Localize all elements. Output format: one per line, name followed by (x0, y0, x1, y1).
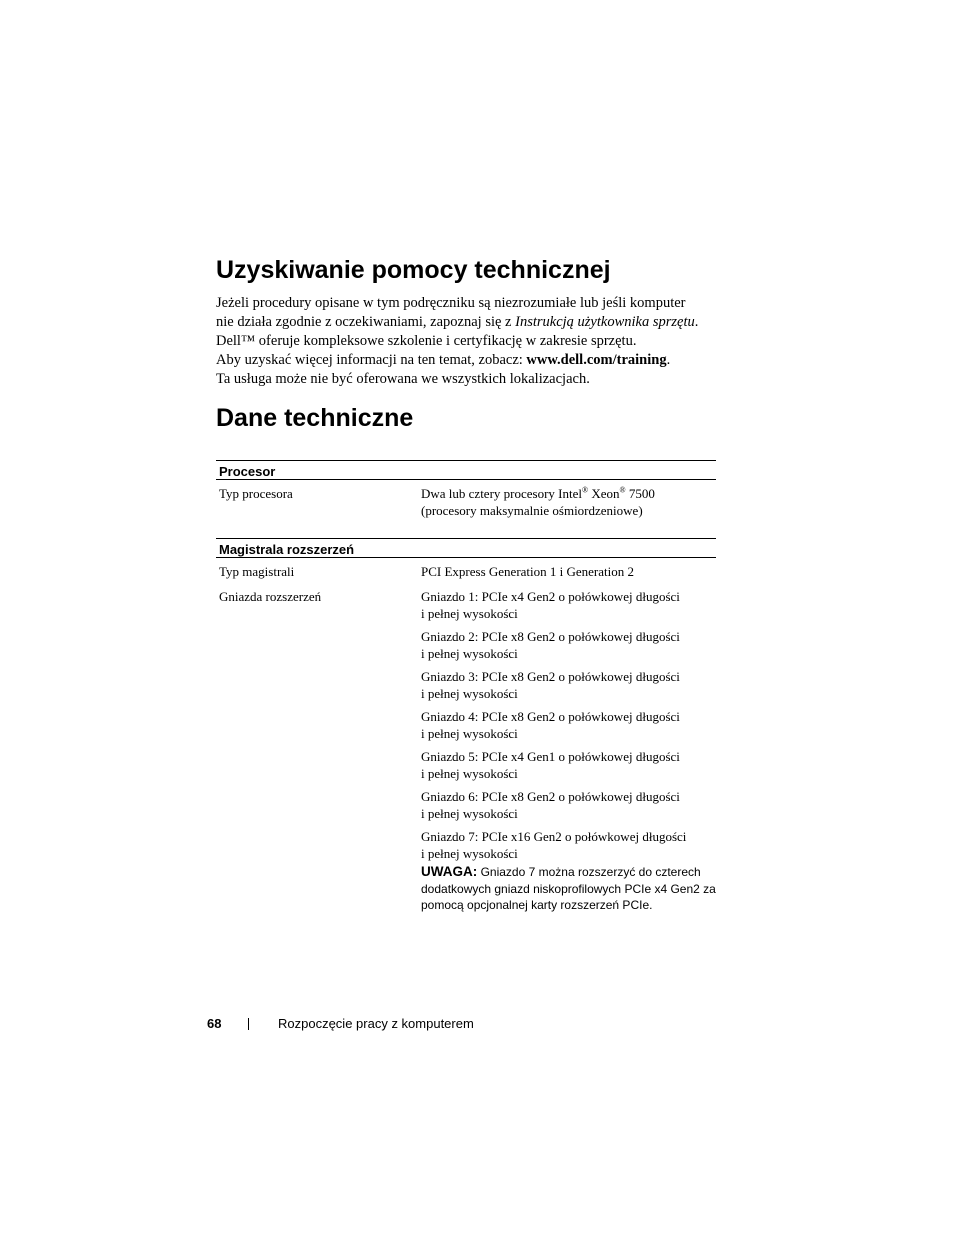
registered-mark: ® (582, 485, 589, 495)
bus-type-label: Typ magistrali (219, 564, 295, 579)
slot-line-2: i pełnej wysokości (421, 766, 518, 781)
slot-line-1: Gniazdo 6: PCIe x8 Gen2 o połówkowej długości (421, 789, 680, 804)
slot-line-2: i pełnej wysokości (421, 606, 518, 621)
footer-title: Rozpoczęcie pracy z komputerem (278, 1016, 474, 1031)
slots-row (216, 588, 716, 914)
slot-line-1: Gniazdo 3: PCIe x8 Gen2 o połówkowej długości (421, 669, 680, 684)
slot-line-2: i pełnej wysokości (421, 646, 518, 661)
processor-section-header: Procesor (216, 460, 716, 480)
slot-line-1: Gniazdo 7: PCIe x16 Gen2 o połówkowej długości (421, 829, 687, 844)
registered-mark: ® (619, 485, 626, 495)
processor-type-label: Typ procesora (219, 486, 293, 501)
help-line-2-period: . (694, 314, 699, 330)
slot-line-2: i pełnej wysokości (421, 686, 518, 701)
slot-item (421, 828, 716, 862)
slot-item (421, 708, 716, 742)
bus-type-value: PCI Express Generation 1 i Generation 2 (421, 564, 635, 579)
slots-label: Gniazda rozszerzeń (219, 589, 322, 604)
help-line-4-text: Aby uzyskać więcej informacji na ten temat, zobacz: (216, 352, 527, 368)
slot-note (421, 864, 716, 914)
slot-item (421, 748, 716, 782)
help-line-5: Ta usługa może nie być oferowana we wszystkich lokalizacjach. (216, 371, 590, 387)
slot-line-2: i pełnej wysokości (421, 846, 518, 861)
slot-line-1: Gniazdo 2: PCIe x8 Gen2 o połówkowej długości (421, 629, 680, 644)
help-line-2 (216, 313, 736, 332)
help-line-3: Dell™ oferuje kompleksowe szkolenie i certyfikację w zakresie sprzętu. (216, 333, 637, 349)
processor-type-row (216, 485, 716, 519)
footer-separator (248, 1018, 249, 1030)
specs-table (216, 460, 716, 914)
processor-value-b: Xeon (588, 486, 620, 501)
slot-item (421, 588, 716, 622)
processor-value-line2: (procesory maksymalnie ośmiordzeniowe) (421, 503, 643, 518)
slot-item (421, 788, 716, 822)
slot-line-1: Gniazdo 5: PCIe x4 Gen1 o połówkowej długości (421, 749, 680, 764)
note-text: Gniazdo 7 można rozszerzyć do czterech dodatkowych gniazd niskoprofilowych PCIe x4 Gen2 za pomocą opcjonalnej karty rozszerzeń PCIe. (421, 865, 716, 912)
processor-value-a: Dwa lub cztery procesory Intel (421, 486, 582, 501)
specs-heading: Dane techniczne (216, 404, 414, 432)
page-number: 68 (207, 1016, 222, 1031)
slot-item (421, 668, 716, 702)
processor-value-c: 7500 (625, 486, 655, 501)
help-line-2-text: nie działa zgodnie z oczekiwaniami, zapoznaj się z (216, 314, 516, 330)
bus-type-row (216, 563, 716, 580)
processor-type-value (421, 485, 716, 519)
slot-line-1: Gniazdo 4: PCIe x8 Gen2 o połówkowej długości (421, 709, 680, 724)
help-line-1: Jeżeli procedury opisane w tym podręczniku są niezrozumiałe lub jeśli komputer (216, 295, 686, 311)
training-link[interactable]: www.dell.com/training (526, 352, 667, 368)
slot-line-2: i pełnej wysokości (421, 726, 518, 741)
help-heading: Uzyskiwanie pomocy technicznej (216, 256, 611, 284)
help-paragraph (216, 294, 736, 389)
bus-section-header: Magistrala rozszerzeń (216, 538, 716, 558)
slot-line-1: Gniazdo 1: PCIe x4 Gen2 o połówkowej długości (421, 589, 680, 604)
user-guide-reference: Instrukcją użytkownika sprzętu (515, 314, 695, 330)
slot-line-2: i pełnej wysokości (421, 806, 518, 821)
note-label: UWAGA: (421, 864, 478, 879)
slot-item (421, 628, 716, 662)
help-line-4-period: . (666, 352, 671, 368)
help-line-4 (216, 351, 736, 370)
slots-values (421, 588, 716, 914)
